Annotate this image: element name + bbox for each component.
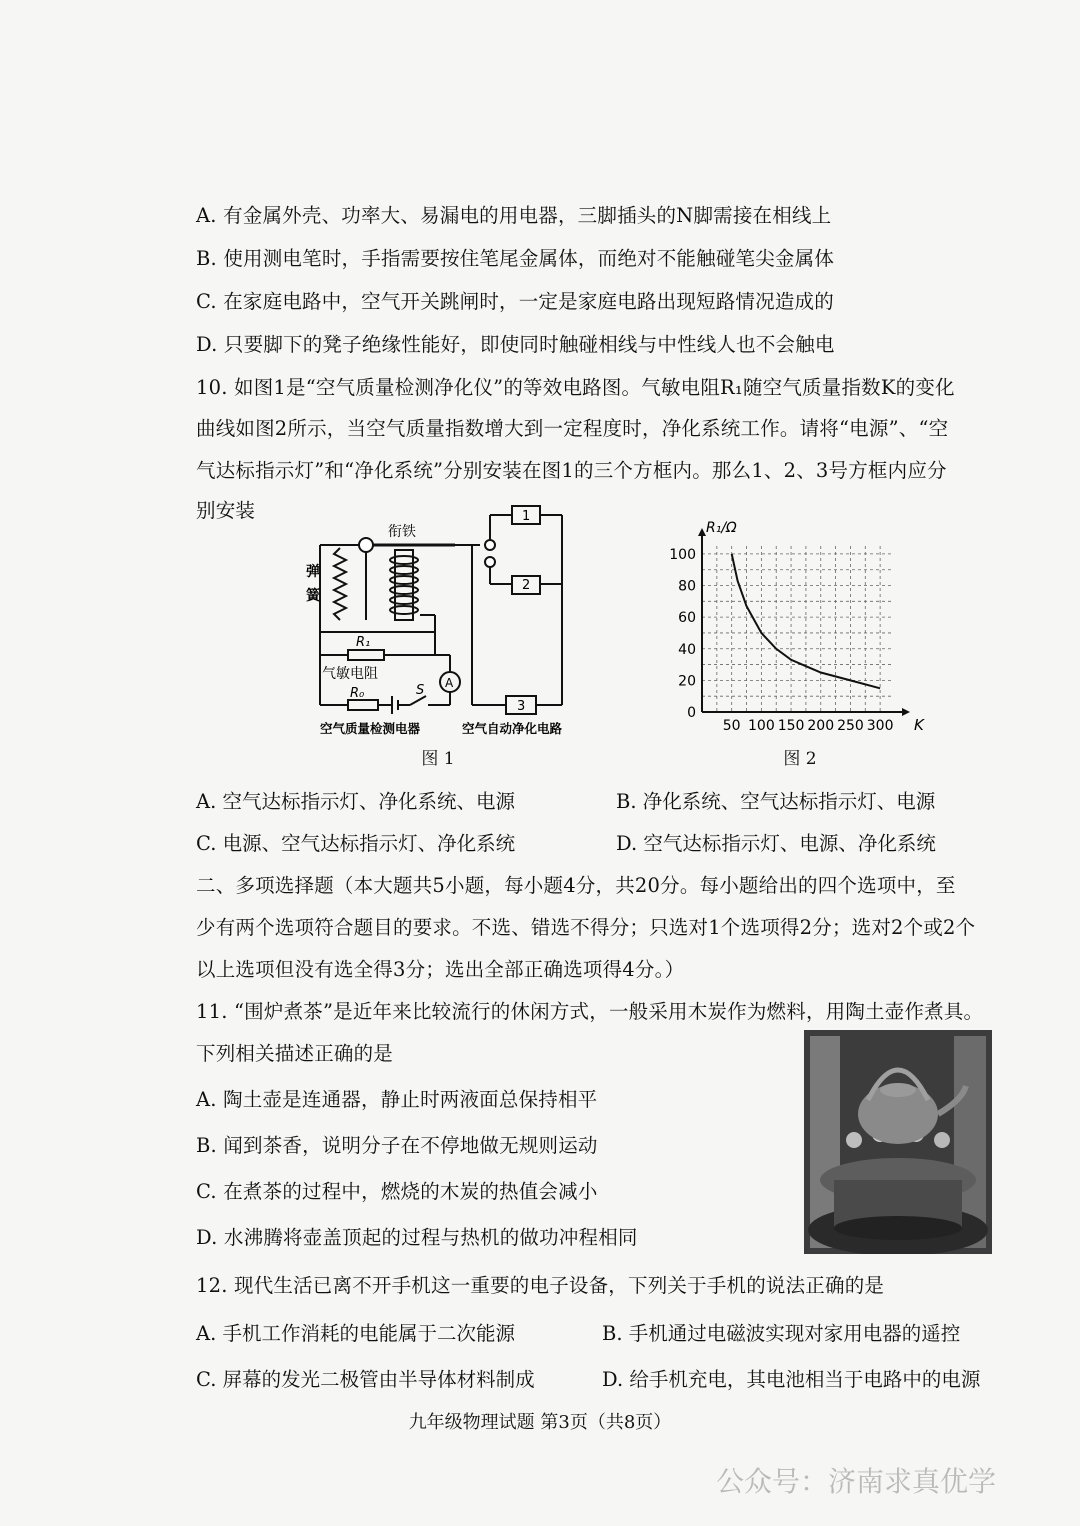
q12-option-c: C. 屏幕的发光二极管由半导体材料制成 — [196, 1368, 535, 1391]
r1-resistor — [348, 650, 384, 660]
q11-stem-line: 11. “围炉煮茶”是近年来比较流行的休闲方式，一般采用木炭作为燃料，用陶土壶作煮具。 — [196, 1000, 984, 1023]
r0-resistor — [348, 700, 378, 710]
q11-stem-line: 下列相关描述正确的是 — [196, 1042, 394, 1065]
q12-option-b: B. 手机通过电磁波实现对家用电器的遥控 — [602, 1322, 961, 1345]
q10-option-b: B. 净化系统、空气达标指示灯、电源 — [616, 790, 936, 813]
y-axis-label: R₁/Ω — [706, 520, 737, 536]
y-tick-label: 40 — [678, 641, 696, 658]
q10-stem-line: 10. 如图1是“空气质量检测净化仪”的等效电路图。气敏电阻R₁随空气质量指数K的变化 — [196, 376, 955, 399]
y-axis-arrow — [698, 528, 706, 536]
x-tick-label: 250 — [837, 718, 864, 734]
x-tick-label: 200 — [807, 718, 835, 734]
figure-2-caption: 图 2 — [783, 749, 817, 769]
teapot-photo — [804, 1030, 992, 1254]
spring-label: 簧 — [306, 588, 320, 604]
q10-stem-line: 曲线如图2所示，当空气质量指数增大到一定程度时，净化系统工作。请将“电源”、“空 — [196, 417, 949, 440]
sensor-label: 气敏电阻 — [322, 666, 378, 682]
q12-stem: 12. 现代生活已离不开手机这一重要的电子设备，下列关于手机的说法正确的是 — [196, 1274, 885, 1297]
spring — [334, 548, 346, 620]
q12-option-d: D. 给手机充电，其电池相当于电路中的电源 — [602, 1368, 981, 1391]
q11-option-c: C. 在煮茶的过程中，燃烧的木炭的热值会减小 — [196, 1180, 598, 1203]
q9-option-a: A. 有金属外壳、功率大、易漏电的用电器，三脚插头的N脚需接在相线上 — [196, 204, 832, 227]
q9-option-c: C. 在家庭电路中，空气开关跳闸时，一定是家庭电路出现短路情况造成的 — [196, 290, 834, 313]
spring-label: 弹 — [306, 564, 320, 580]
switch-label: S — [416, 683, 425, 698]
x-tick-label: 300 — [866, 718, 894, 734]
box-1-label: 1 — [522, 509, 531, 524]
section-2-instructions: 以上选项但没有选全得3分；选出全部正确选项得4分。） — [196, 958, 685, 981]
page-footer: 九年级物理试题 第3页（共8页） — [408, 1412, 672, 1433]
detector-label: 空气质量检测电器 — [320, 721, 421, 736]
r1-label: R₁ — [356, 635, 371, 650]
y-tick-label: 80 — [678, 578, 696, 595]
x-axis-label: K — [914, 716, 924, 734]
armature-label: 衔铁 — [388, 524, 416, 540]
q10-option-c: C. 电源、空气达标指示灯、净化系统 — [196, 832, 516, 855]
q9-option-d: D. 只要脚下的凳子绝缘性能好，即使同时触碰相线与中性线人也不会触电 — [196, 333, 835, 356]
figure-1-caption: 图 1 — [421, 749, 455, 769]
q11-option-b: B. 闻到茶香，说明分子在不停地做无规则运动 — [196, 1134, 598, 1157]
x-tick-label: 100 — [748, 718, 775, 734]
q12-option-a: A. 手机工作消耗的电能属于二次能源 — [196, 1322, 515, 1345]
section-2-instructions: 少有两个选项符合题目的要求。不选、错选不得分；只选对1个选项得2分；选对2个或2个 — [196, 916, 976, 939]
q11-option-a: A. 陶土壶是连通器，静止时两液面总保持相平 — [196, 1088, 598, 1111]
box-2-label: 2 — [522, 578, 531, 593]
y-tick-label: 0 — [687, 705, 696, 721]
q9-option-b: B. 使用测电笔时，手指需要按住笔尾金属体，而绝对不能触碰笔尖金属体 — [196, 247, 835, 270]
ammeter-label: A — [445, 676, 454, 690]
figure-1-circuit — [300, 500, 590, 740]
q10-stem-line: 气达标指示灯”和“净化系统”分别安装在图1的三个方框内。那么1、2、3号方框内应分 — [196, 459, 947, 482]
x-tick-label: 50 — [722, 718, 741, 734]
contact-upper — [485, 540, 495, 550]
q11-option-d: D. 水沸腾将壶盖顶起的过程与热机的做功冲程相同 — [196, 1226, 638, 1249]
y-tick-label: 100 — [669, 546, 696, 563]
q10-stem-line: 别安装 — [196, 499, 256, 522]
watermark: 公众号：济南求真优学 — [716, 1465, 997, 1498]
armature-pivot — [359, 538, 373, 552]
purifier-label: 空气自动净化电路 — [462, 721, 563, 736]
box-3-label: 3 — [517, 699, 526, 714]
x-axis-arrow — [902, 708, 910, 716]
contact-lower — [485, 557, 495, 567]
q10-option-a: A. 空气达标指示灯、净化系统、电源 — [196, 790, 515, 813]
q10-option-d: D. 空气达标指示灯、电源、净化系统 — [616, 832, 936, 855]
r0-label: R₀ — [350, 686, 365, 701]
figure-2-chart — [650, 520, 930, 745]
section-2-instructions: 二、多项选择题（本大题共5小题，每小题4分，共20分。每小题给出的四个选项中，至 — [196, 874, 956, 897]
y-tick-label: 60 — [678, 610, 696, 627]
x-tick-label: 150 — [777, 718, 805, 734]
y-tick-label: 20 — [678, 673, 696, 690]
